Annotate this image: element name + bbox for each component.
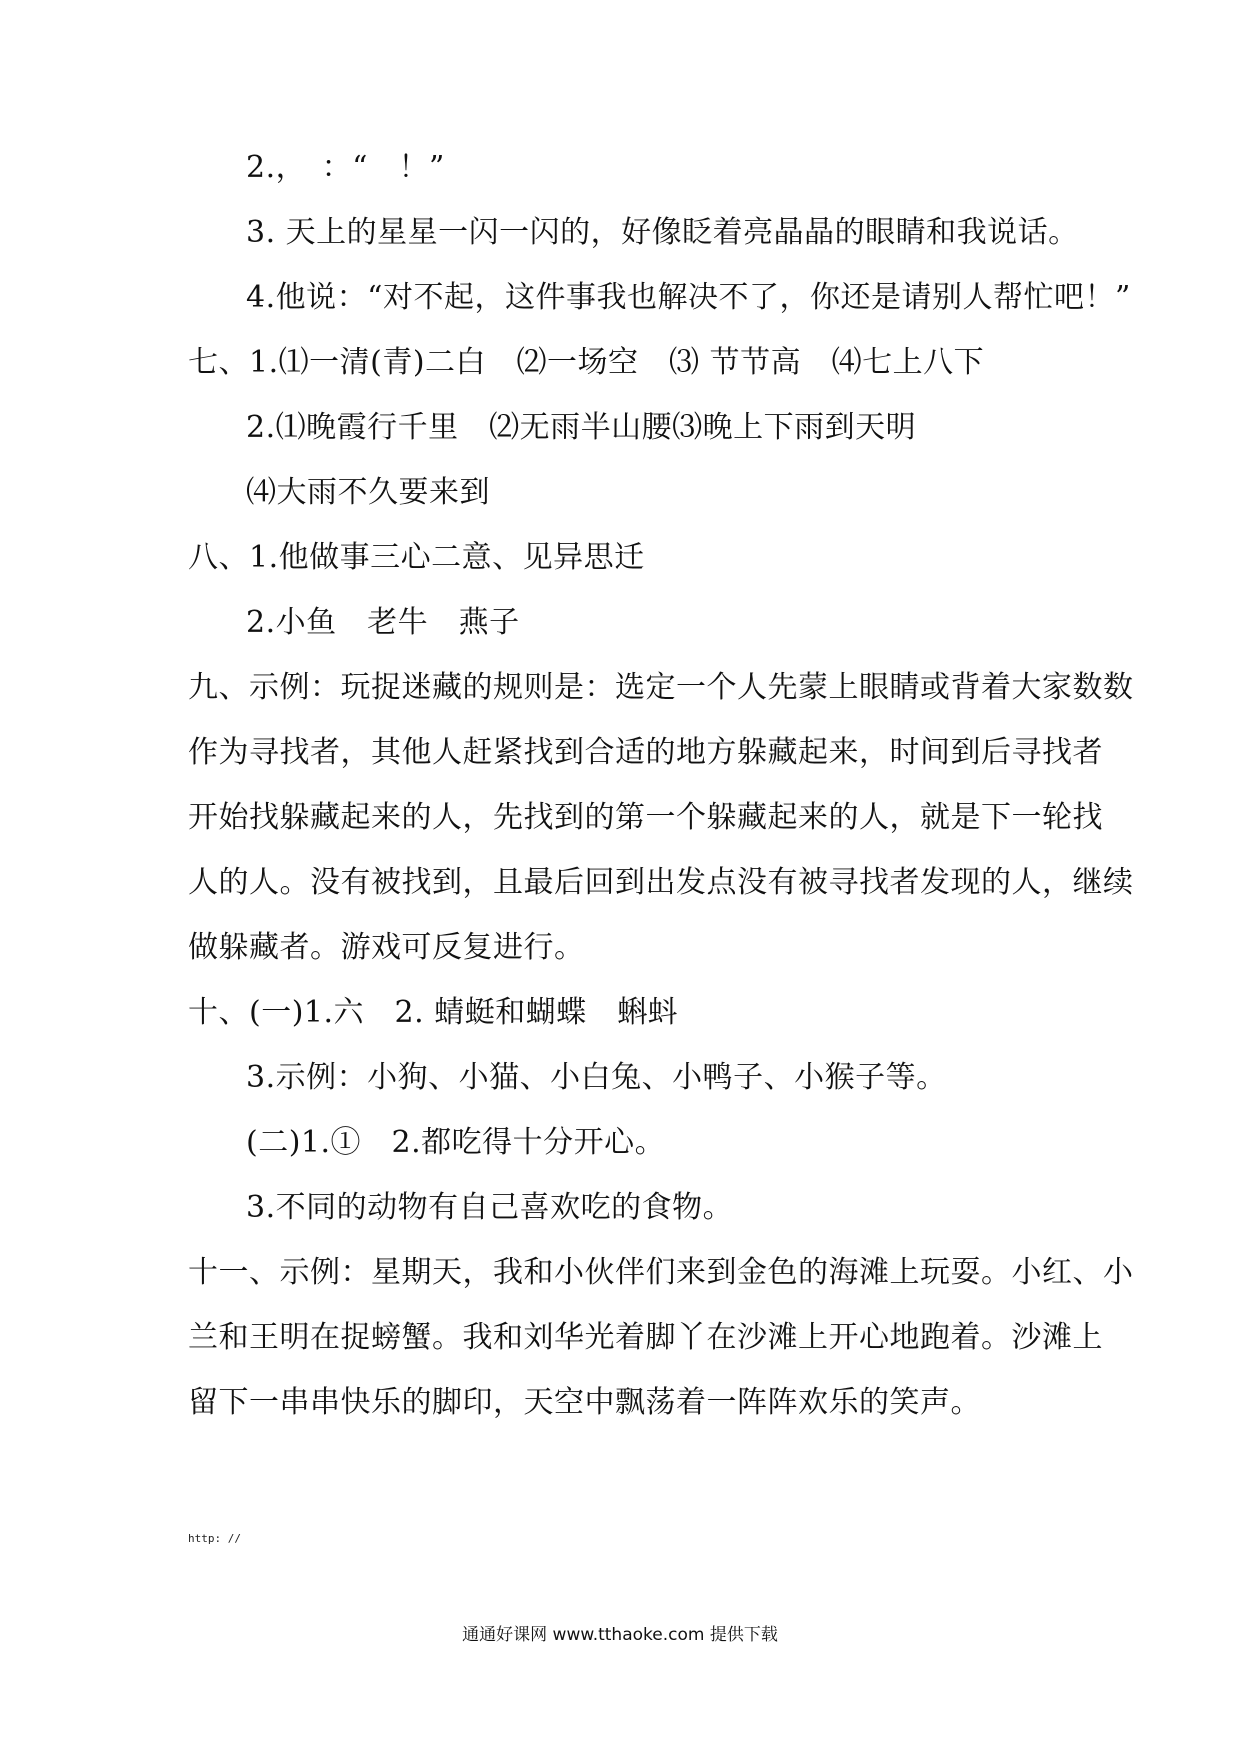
answer-line: 3.示例：小狗、小猫、小白兔、小鸭子、小猴子等。 [246,1060,947,1095]
answer-line: 作为寻找者，其他人赶紧找到合适的地方躲藏起来，时间到后寻找者 [188,735,1103,770]
answer-line: (二)1.① 2.都吃得十分开心。 [246,1125,666,1160]
answer-line: 3.不同的动物有自己喜欢吃的食物。 [246,1190,734,1225]
answer-line: ⑷大雨不久要来到 [246,475,490,510]
answer-line: 开始找躲藏起来的人，先找到的第一个躲藏起来的人，就是下一轮找 [188,800,1103,835]
answer-line: 人的人。没有被找到，且最后回到出发点没有被寻找者发现的人，继续 [188,865,1134,900]
answer-line: 做躲藏者。游戏可反复进行。 [188,930,585,965]
answer-line: 十、(一)1.六 2. 蜻蜓和蝴蝶 蝌蚪 [188,995,679,1030]
answer-line: 八、1.他做事三心二意、见异思迁 [188,540,645,575]
answer-line: 十一、示例：星期天，我和小伙伴们来到金色的海滩上玩耍。小红、小 [188,1255,1134,1290]
answer-line: 留下一串串快乐的脚印，天空中飘荡着一阵阵欢乐的笑声。 [188,1385,981,1420]
answer-line: 2.⑴晚霞行千里 ⑵无雨半山腰⑶晚上下雨到天明 [246,410,917,445]
page-footer: 通通好课网 www.tthaoke.com 提供下载 [462,1625,778,1645]
answer-line: 4.他说：“对不起，这件事我也解决不了，你还是请别人帮忙吧！” [246,280,1131,315]
answer-line: 兰和王明在捉螃蟹。我和刘华光着脚丫在沙滩上开心地跑着。沙滩上 [188,1320,1103,1355]
answer-line: 2.， ：“ ！” [246,150,445,185]
answer-line: 2.小鱼 老牛 燕子 [246,605,520,640]
answer-line: 七、1.⑴一清(青)二白 ⑵一场空 ⑶ 节节高 ⑷七上八下 [188,345,985,380]
url-text: http: // [188,1532,241,1545]
answer-line: 九、示例：玩捉迷藏的规则是：选定一个人先蒙上眼睛或背着大家数数 [188,670,1134,705]
answer-line: 3. 天上的星星一闪一闪的，好像眨着亮晶晶的眼睛和我说话。 [246,215,1079,250]
